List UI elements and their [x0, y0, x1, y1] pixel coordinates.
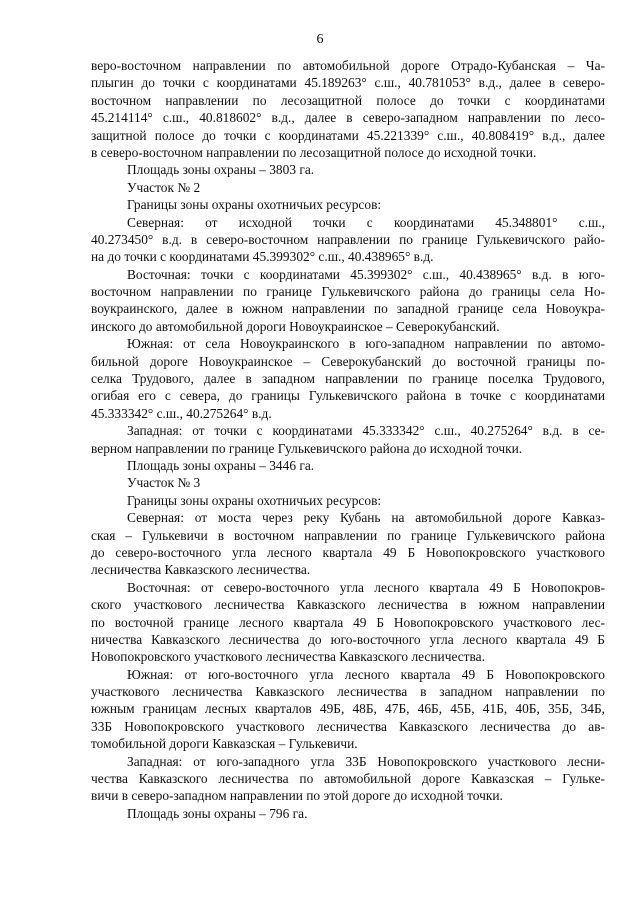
text-line: защитной полосе до точки с координатами 45.221339° с.ш., 40.808419° в.д., далее	[91, 127, 605, 143]
area-statement: Площадь зоны охраны – 3803 га.	[127, 162, 315, 178]
area-statement: Площадь зоны охраны – 3446 га.	[127, 457, 315, 473]
text-line: участкового лесничества Кавказского лесничества в западном направлении по	[91, 684, 605, 700]
page-number: 6	[316, 32, 324, 47]
text-line: 45.214114° с.ш., 40.818602° в.д., далее в северо-западном направлении по лесо-	[91, 110, 605, 126]
text-line: Новопокровского участкового лесничества Кавказского лесничества.	[91, 649, 485, 665]
text-line: на до точки с координатами 45.399302° с.ш., 40.438965° в.д.	[91, 249, 434, 265]
text-line: плыгин до точки с координатами 45.189263° с.ш., 40.781053° в.д., далее в северо-	[91, 75, 605, 91]
section-heading: Участок № 2	[127, 179, 201, 195]
text-line: в северо-восточном направлении по лесозащитной полосе до исходной точки.	[91, 144, 537, 160]
text-line: веро-восточном направлении по автомобильной дороге Отрадо-Кубанская – Ча-	[91, 58, 605, 73]
text-line: бильной дороге Новоукраинское – Северокубанский до восточной границы по-	[91, 353, 605, 369]
text-line: Западная: от юго-западного угла 33Б Новопокровского участкового лесни-	[127, 753, 605, 769]
text-line: Восточная: от северо-восточного угла лесного квартала 49 Б Новопокров-	[127, 579, 605, 595]
text-line: Восточная: точки с координатами 45.399302° с.ш., 40.438965° в.д. в юго-	[127, 266, 605, 282]
text-line: до северо-восточного угла лесного квартала 49 Б Новопокровского участкового	[91, 544, 605, 560]
text-line: Южная: от села Новоукраинского в юго-западном направлении по автомо-	[127, 336, 605, 352]
text-line: чества Кавказского лесничества по автомобильной дороге Кавказская – Гульке-	[91, 771, 605, 787]
text-line: ская – Гулькевичи в восточном направлении по границе Гулькевичского района	[91, 527, 605, 543]
text-line: Западная: от точки с координатами 45.333342° с.ш., 40.275264° в.д. в се-	[127, 423, 605, 439]
text-line: огибая его с севера, до границы Гулькевичского района в точке с координатами	[91, 388, 605, 404]
text-line: восточном направлении по границе Гулькевичского района до границы села Но-	[91, 284, 605, 300]
text-line: ничества Кавказского лесничества до юго-восточного угла лесного квартала 49 Б	[91, 631, 605, 647]
text-line: селка Трудового, далее в западном направлении по границе поселка Трудового,	[91, 371, 605, 387]
document-body	[91, 57, 605, 822]
text-line: 33Б Новопокровского участкового лесничества Кавказского лесничества до ав-	[91, 718, 605, 734]
text-line: 45.333342° с.ш., 40.275264° в.д.	[91, 405, 272, 421]
text-line: по восточной границе лесного квартала 49 Б Новопокровского участкового лес-	[91, 614, 605, 630]
text-line: инского до автомобильной дороги Новоукраинское – Северокубанский.	[91, 318, 500, 334]
text-line: воукраинского, далее в южном направлении по западной границе села Новоукра-	[91, 301, 605, 317]
text-line: ского участкового лесничества Кавказского лесничества в южном направлении	[91, 597, 605, 613]
text-line: лесничества Кавказского лесничества.	[91, 562, 311, 578]
text-line: Северная: от моста через реку Кубань на автомобильной дороге Кавказ-	[127, 510, 605, 526]
text-line: томобильной дороги Кавказская – Гулькевичи.	[91, 736, 358, 752]
area-statement: Площадь зоны охраны – 796 га.	[127, 805, 308, 821]
section-heading: Участок № 3	[127, 475, 201, 491]
text-line: Южная: от юго-восточного угла лесного квартала 49 Б Новопокровского	[127, 666, 605, 682]
text-line: вичи в северо-западном направлении по этой дороге до исходной точки.	[91, 788, 503, 804]
text-line: 40.273450° в.д. в северо-восточном направлении по границе Гулькевичского райо-	[91, 231, 605, 247]
subheading: Границы зоны охраны охотничьих ресурсов:	[127, 492, 382, 508]
text-line: южным границам лесных кварталов 49Б, 48Б, 47Б, 46Б, 45Б, 41Б, 40Б, 35Б, 34Б,	[91, 701, 605, 717]
subheading: Границы зоны охраны охотничьих ресурсов:	[127, 197, 382, 213]
text-line: восточном направлении по лесозащитной полосе до точки с координатами	[91, 92, 605, 108]
text-line: Северная: от исходной точки с координатами 45.348801° с.ш.,	[127, 214, 605, 230]
text-line: верном направлении по границе Гулькевичского района до исходной точки.	[91, 440, 523, 456]
